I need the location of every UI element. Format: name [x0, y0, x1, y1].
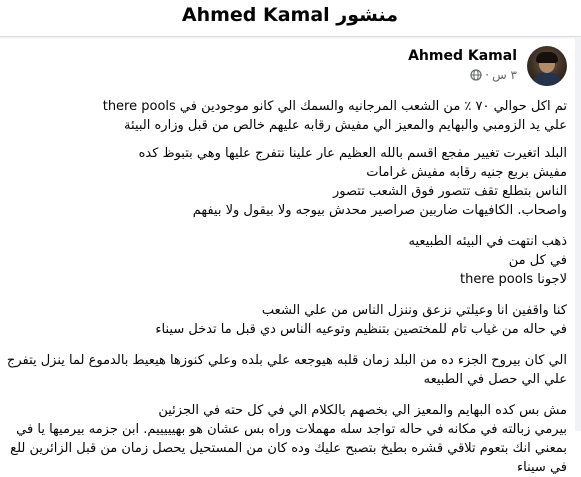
post-line: الناس بتطلع تقف تتصور فوق الشعب تتصور — [332, 184, 567, 199]
post-line: ذهب انتهت في البيئه الطبيعيه — [408, 234, 567, 249]
globe-icon[interactable] — [470, 69, 482, 81]
post-timestamp[interactable]: ٣ س — [492, 68, 517, 82]
post-line: علي يد الزومبي والبهايم والمعيز الي مفيش رقابه عليهم خالص من قبل وزاره البيئة — [124, 118, 567, 133]
meta-separator: · — [485, 68, 490, 82]
page-title: منشور Ahmed Kamal — [181, 4, 398, 26]
post-line: كنا واقفين انا وعيلتي نزعق وننزل الناس من علي الشعب — [261, 303, 567, 318]
post-line: في كل من — [508, 253, 567, 268]
post-line: بيرمي زبالته في مكانه في حاله تواجد سله مهملات وراه بس عشان هو بهيييييم. ابن جزمه بيرميها يا في — [16, 422, 567, 437]
avatar[interactable] — [527, 46, 567, 86]
post-line: لاجونا there pools — [460, 272, 567, 287]
post-meta — [470, 68, 517, 82]
post-line: الي كان بيروح الجزء ده من البلد زمان قلبه هيوجعه علي بلده وعلي كنوزها هيعيط بالدموع لما ينزل يتفرج — [6, 353, 567, 368]
post-line: في سيناء — [517, 460, 567, 475]
post-body — [0, 97, 567, 477]
post-line: واصحاب. الكافيهات ضاربين صراصير محدش بيوجه ولا بيقول ولا بيفهم — [192, 203, 567, 218]
post-line: مش بس كده البهايم والمعيز الي بخصهم بالكلام الي في كل حته في الجزئين — [158, 403, 567, 418]
post-line: في حاله من غياب تام للمختصين بتنظيم وتوعيه الناس دي قبل ما تدخل سيناء — [155, 322, 567, 337]
scroll-rail[interactable] — [575, 37, 581, 431]
post-line: تم اكل حوالي ٧٠ ٪ من الشعب المرجانيه والسمك الي كانو موجودين في there pools — [102, 99, 567, 114]
post-line: البلد اتغيرت تغيير مفجع اقسم بالله العظيم عار علينا نتفرج عليها وهي بتبوظ كده — [138, 146, 567, 161]
page-header-bar — [0, 0, 581, 37]
author-name[interactable]: Ahmed Kamal — [408, 48, 517, 64]
post-header — [267, 46, 567, 90]
post-line: مفيش بربع جنيه رقابه مفيش غرامات — [366, 165, 567, 180]
post-line: علي الي حصل في الطبيعه — [423, 372, 567, 387]
post-line: بمعني انك بتعوم تلاقي قشره بطيخ بتصبح عليك وده كان من المستحيل يحصل زمان من قبل الزائرين للع — [10, 441, 567, 456]
